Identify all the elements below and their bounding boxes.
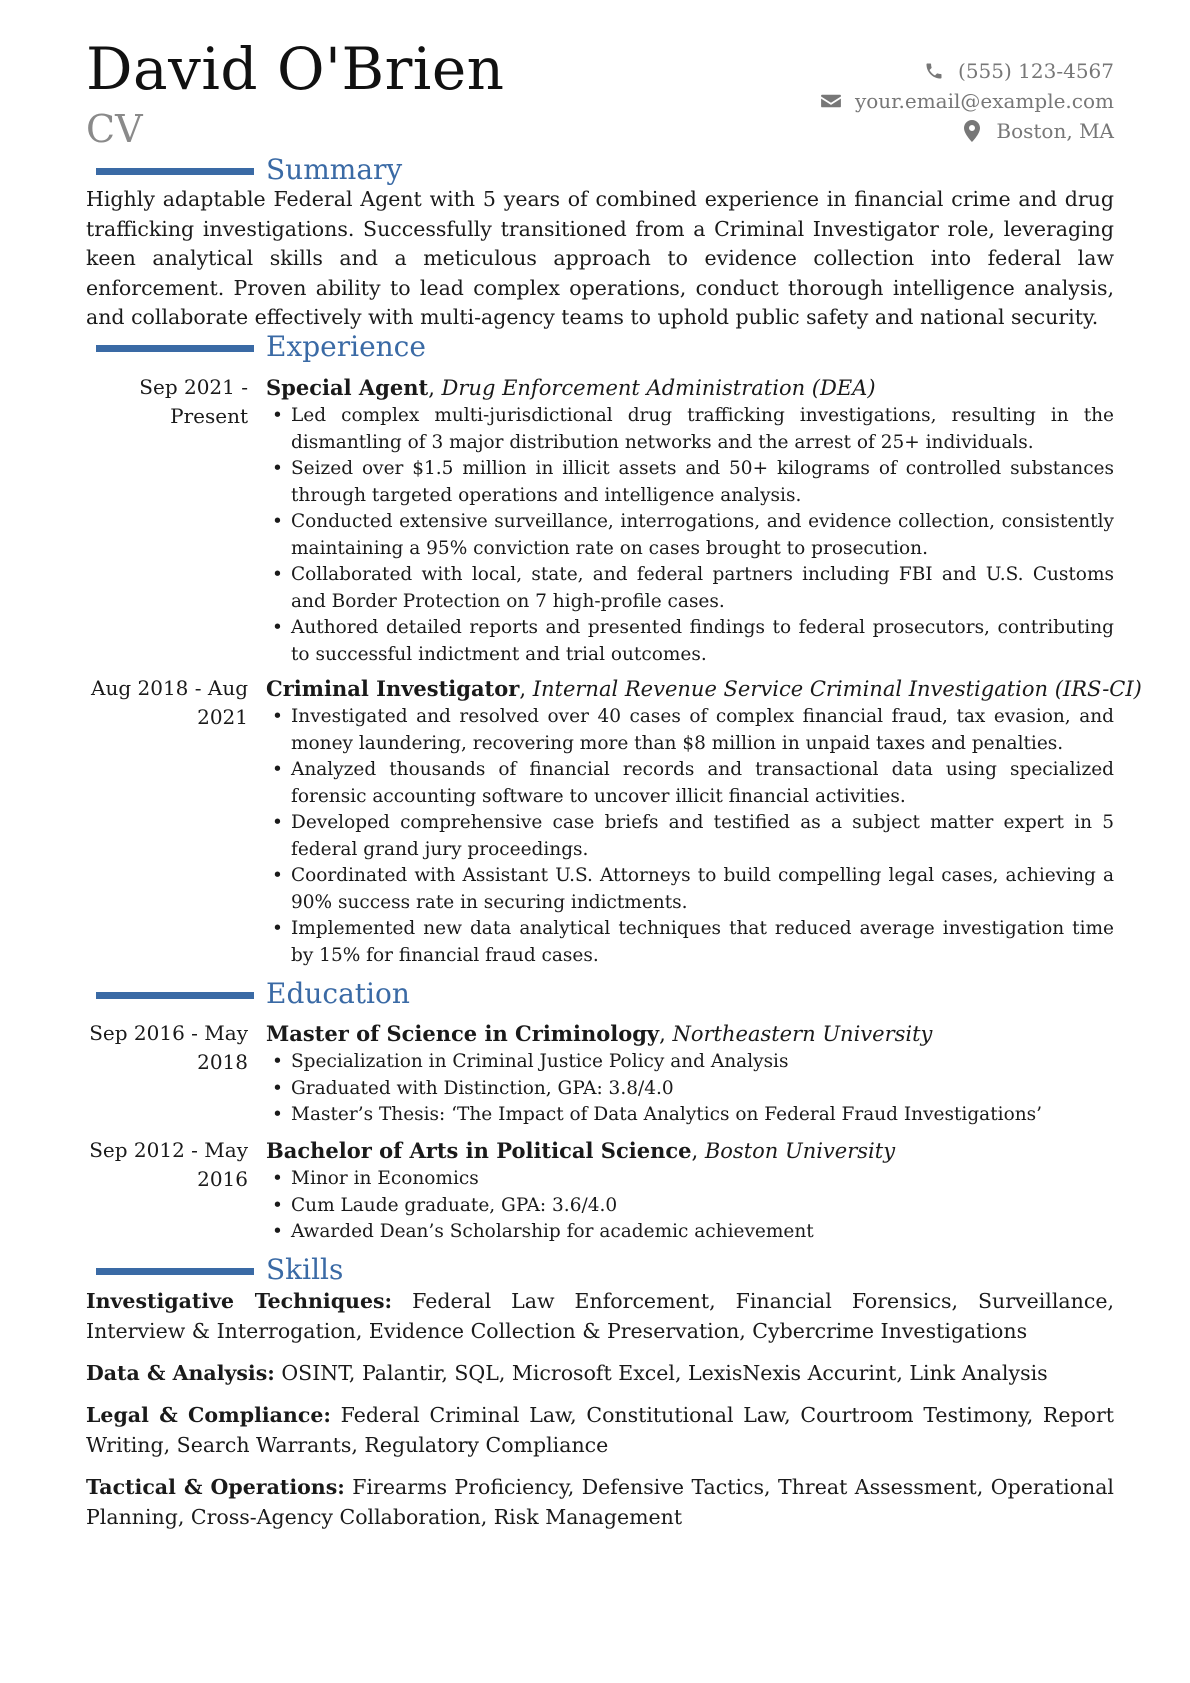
contact-block	[819, 56, 1114, 146]
entry-heading: Master of Science in Criminology, Northeastern University	[266, 1021, 933, 1046]
entry-date: Sep 2012 - May 2016	[89, 1138, 248, 1191]
skill-category	[86, 1401, 1114, 1460]
skill-list: Federal Law Enforcement, Financial Forensics, Surveillance, Interview & Interrogation, Evidence Collection & Preservation, Cybercrime Investigations	[86, 1289, 1114, 1343]
bullet-item: • Led complex multi-jurisdictional drug trafficking investigations, resulting in the dismantling of 3 major distribution networks and the arrest of 25+ individuals.	[266, 403, 1114, 456]
entry-heading: Criminal Investigator, Internal Revenue Service Criminal Investigation (IRS-CI)	[266, 676, 1142, 701]
entry-title: Criminal Investigator	[266, 676, 520, 701]
bullet-item: • Analyzed thousands of financial records and transactional data using specialized forensic accounting software to uncover illicit financial activities.	[266, 757, 1114, 810]
email-text[interactable]: your.email@example.com	[854, 89, 1114, 113]
bullet-item: • Developed comprehensive case briefs and testified as a subject matter expert in 5 federal grand jury proceedings.	[266, 810, 1114, 863]
contact-phone	[819, 56, 1114, 86]
section-title: Skills	[266, 1253, 344, 1286]
entry-organization: Internal Revenue Service Criminal Investigation (IRS-CI)	[532, 677, 1142, 701]
bullet-item: • Master’s Thesis: ‘The Impact of Data Analytics on Federal Fraud Investigations’	[266, 1102, 1114, 1129]
bullet-item: • Seized over $1.5 million in illicit assets and 50+ kilograms of controlled substances through targeted operations and intelligence analysis.	[266, 456, 1114, 509]
map-pin-icon	[960, 119, 984, 143]
bullet-item: • Authored detailed reports and presented findings to federal prosecutors, contributing to successful indictment and trial outcomes.	[266, 615, 1114, 668]
contact-email[interactable]	[819, 86, 1114, 116]
phone-text: (555) 123-4567	[958, 59, 1114, 83]
section-accent-bar	[96, 992, 254, 999]
entry-bullets	[266, 704, 1114, 969]
entry-heading: Special Agent, Drug Enforcement Administration (DEA)	[266, 375, 876, 400]
bullet-item: • Minor in Economics	[266, 1166, 1114, 1193]
skill-label: Investigative Techniques:	[86, 1289, 393, 1313]
entry-date: Sep 2016 - May 2018	[89, 1021, 248, 1074]
entry-title: Special Agent	[266, 375, 429, 400]
entry-title: Bachelor of Arts in Political Science	[266, 1138, 692, 1163]
location-text: Boston, MA	[996, 119, 1114, 143]
bullet-item: • Coordinated with Assistant U.S. Attorneys to build compelling legal cases, achieving a 90% success rate in securing indictments.	[266, 863, 1114, 916]
bullet-item: • Implemented new data analytical techniques that reduced average investigation time by 15% for financial fraud cases.	[266, 916, 1114, 969]
entry-heading: Bachelor of Arts in Political Science, Boston University	[266, 1138, 896, 1163]
entry-bullets	[266, 1166, 1114, 1246]
skill-list: Firearms Proficiency, Defensive Tactics, Threat Assessment, Operational Planning, Cross-Agency Collaboration, Risk Management	[86, 1475, 1114, 1529]
bullet-item: • Graduated with Distinction, GPA: 3.8/4.0	[266, 1076, 1114, 1103]
entry-bullets	[266, 1049, 1114, 1129]
skill-category	[86, 1287, 1114, 1346]
contact-location	[819, 116, 1114, 146]
skill-list: OSINT, Palantir, SQL, Microsoft Excel, LexisNexis Accurint, Link Analysis	[281, 1361, 1048, 1385]
section-title: Summary	[266, 153, 403, 186]
skill-list: Federal Criminal Law, Constitutional Law, Courtroom Testimony, Report Writing, Search Warrants, Regulatory Compliance	[86, 1403, 1114, 1457]
section-accent-bar	[96, 1268, 254, 1275]
entry-date: Aug 2018 - Aug 2021	[91, 676, 248, 729]
envelope-icon	[819, 89, 843, 113]
bullet-item: • Conducted extensive surveillance, interrogations, and evidence collection, consistently maintaining a 95% conviction rate on cases brought to prosecution.	[266, 509, 1114, 562]
entry-organization: Drug Enforcement Administration (DEA)	[441, 376, 876, 400]
section-accent-bar	[96, 345, 254, 352]
entry-bullets	[266, 403, 1114, 668]
entry-title: Master of Science in Criminology	[266, 1021, 660, 1046]
entry-date: Sep 2021 - Present	[139, 375, 248, 428]
summary-text: Highly adaptable Federal Agent with 5 years of combined experience in financial crime and drug trafficking investigations. Successfully transitioned from a Criminal Investigator role, leveraging keen analytical skills and a meticulous approach to evidence collection into federal law enforcement. Proven ability to lead complex operations, conduct thorough intelligence analysis, and collaborate effectively with multi-agency teams to uphold public safety and national security.	[86, 187, 1114, 329]
section-title: Education	[266, 977, 410, 1010]
document-subtitle: CV	[86, 107, 143, 151]
skill-category	[86, 1359, 1114, 1389]
bullet-item: • Cum Laude graduate, GPA: 3.6/4.0	[266, 1193, 1114, 1220]
skill-label: Legal & Compliance:	[86, 1403, 331, 1427]
person-name: David O'Brien	[86, 35, 505, 103]
entry-organization: Northeastern University	[672, 1022, 933, 1046]
section-accent-bar	[96, 168, 254, 175]
bullet-item: • Collaborated with local, state, and federal partners including FBI and U.S. Customs and Border Protection on 7 high-profile cases.	[266, 562, 1114, 615]
section-title: Experience	[266, 330, 426, 363]
bullet-item: • Awarded Dean’s Scholarship for academic achievement	[266, 1219, 1114, 1246]
skill-category	[86, 1473, 1114, 1532]
skill-label: Tactical & Operations:	[86, 1475, 345, 1499]
entry-organization: Boston University	[704, 1139, 896, 1163]
skill-label: Data & Analysis:	[86, 1361, 275, 1385]
bullet-item: • Specialization in Criminal Justice Policy and Analysis	[266, 1049, 1114, 1076]
phone-icon	[922, 59, 946, 83]
bullet-item: • Investigated and resolved over 40 cases of complex financial fraud, tax evasion, and money laundering, recovering more than $8 million in unpaid taxes and penalties.	[266, 704, 1114, 757]
